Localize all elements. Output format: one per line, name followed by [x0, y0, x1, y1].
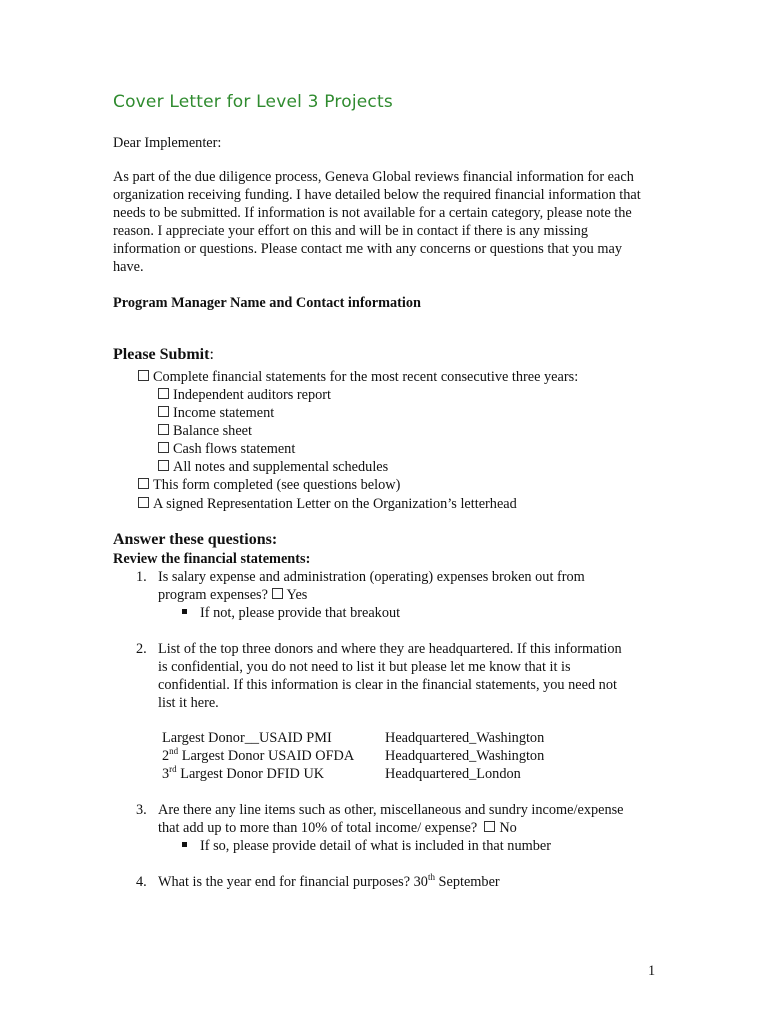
question-3: 3. Are there any line items such as other, miscellaneous and sundry income/expense [136, 802, 624, 818]
bullet-icon [182, 842, 187, 847]
checkbox-icon[interactable] [272, 588, 283, 599]
checkbox-icon[interactable] [138, 497, 149, 508]
checkbox-icon[interactable] [138, 478, 149, 489]
submit-item-form: This form completed (see questions below) [138, 476, 400, 494]
question-3-bullet: If so, please provide detail of what is included in that number [182, 837, 551, 855]
submit-subitem: Cash flows statement [158, 440, 295, 458]
donor-name: Largest Donor__USAID PMI [162, 730, 332, 746]
submit-subitem: All notes and supplemental schedules [158, 458, 388, 476]
checkbox-icon[interactable] [158, 442, 169, 453]
submit-item-representation-letter: A signed Representation Letter on the Organization’s letterhead [138, 495, 517, 513]
answer-questions-heading: Answer these questions: [113, 531, 278, 548]
page-title: Cover Letter for Level 3 Projects [113, 92, 393, 112]
donor-name: 3rd Largest Donor DFID UK [162, 764, 325, 782]
q3-answer: No [499, 820, 517, 836]
greeting: Dear Implementer: [113, 135, 222, 151]
bullet-icon [182, 609, 187, 614]
q1-answer: Yes [286, 587, 308, 603]
submit-item-financial-statements: Complete financial statements for the most recent consecutive three years: [138, 368, 578, 386]
checkbox-icon[interactable] [158, 460, 169, 471]
program-manager-heading: Program Manager Name and Contact information [113, 295, 422, 311]
submit-subitem: Independent auditors report [158, 386, 331, 404]
submit-subitem: Balance sheet [158, 422, 252, 440]
please-submit-heading: Please Submit: [113, 346, 214, 363]
checkbox-icon[interactable] [158, 388, 169, 399]
question-3-line-2: that add up to more than 10% of total income/ expense? No [158, 820, 517, 836]
donor-hq: Headquartered_Washington [385, 748, 545, 764]
donor-hq: Headquartered_London [385, 766, 521, 782]
checkbox-icon[interactable] [138, 370, 149, 381]
question-1-bullet: If not, please provide that breakout [182, 604, 400, 622]
checkbox-icon[interactable] [484, 821, 495, 832]
question-1: 1. Is salary expense and administration (operating) expenses broken out from [136, 569, 585, 585]
page-number: 1 [648, 963, 656, 979]
question-4: 4. What is the year end for financial purposes? 30th September [136, 872, 500, 890]
donor-name: 2nd Largest Donor USAID OFDA [162, 746, 355, 764]
checkbox-icon[interactable] [158, 424, 169, 435]
question-2: 2. List of the top three donors and where they are headquartered. If this information [136, 641, 622, 657]
question-2-line: is confidential, you do not need to list it but please let me know that it is [158, 659, 571, 675]
submit-subitem: Income statement [158, 404, 274, 422]
question-2-line: confidential. If this information is clear in the financial statements, you need not [158, 677, 617, 693]
question-1-line-2: program expenses? Yes [158, 587, 308, 603]
checkbox-icon[interactable] [158, 406, 169, 417]
donor-hq: Headquartered_Washington [385, 730, 545, 746]
review-heading: Review the financial statements: [113, 551, 311, 567]
question-2-line: list it here. [158, 695, 219, 711]
intro-paragraph: As part of the due diligence process, Geneva Global reviews financial information for each organization receiving funding. I have detailed below the required financial information that needs to be submitted. If information is not available for a certain category, please note the reason. I appreciate your effort on this and will be in contact if there is any missing information or questions. Please contact me with any concerns or questions that you may have. [113, 169, 641, 275]
